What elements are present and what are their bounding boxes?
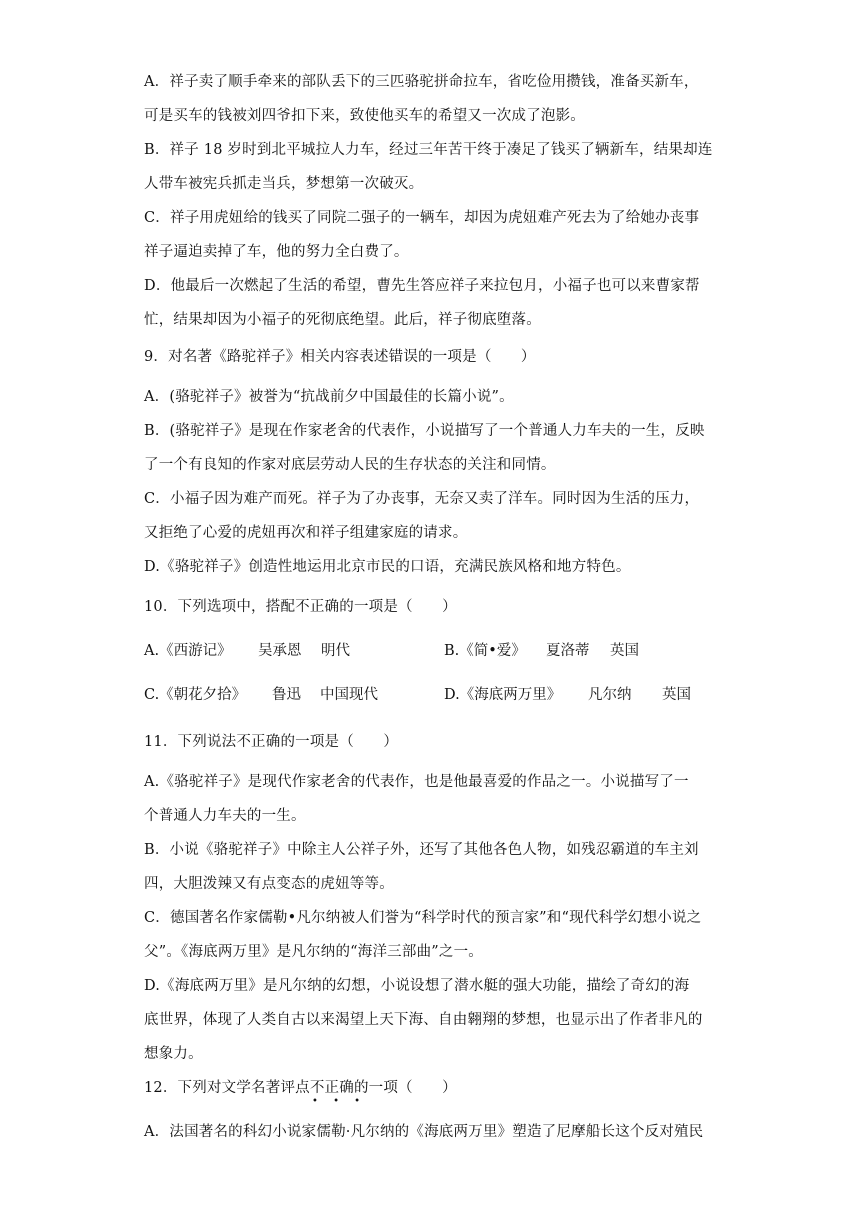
q10-c-era: 中国现代 bbox=[320, 687, 378, 703]
q12-option-a-line1: A．法国著名的科幻小说家儒勒·凡尔纳的《海底两万里》塑造了尼摩船长这个反对殖民 bbox=[144, 1124, 704, 1140]
q8-option-a-line2: 可是买车的钱被刘四爷扣下来，致使他买车的希望又一次成了泡影。 bbox=[144, 108, 585, 124]
q8-option-a-line1: A．祥子卖了顺手牵来的部队丢下的三匹骆驼拼命拉车，省吃俭用攒钱，准备买新车， bbox=[144, 74, 699, 90]
q8-option-b-line1: B．祥子 18 岁时到北平城拉人力车，经过三年苦干终于凑足了钱买了辆新车，结果却连 bbox=[144, 142, 713, 158]
q11-option-d-line3: 想象力。 bbox=[144, 1046, 203, 1062]
q10-a-era: 明代 bbox=[321, 643, 350, 659]
q10-c-title: C.《朝花夕拾》 bbox=[144, 687, 247, 703]
q11-option-d-line2: 底世界，体现了人类自古以来渴望上天下海、自由翱翔的梦想，也显示出了作者非凡的 bbox=[144, 1012, 703, 1028]
q9-option-b-line1: B．(骆驼祥子》是现在作家老舍的代表作，小说描写了一个普通人力车夫的一生，反映 bbox=[144, 423, 705, 439]
q10-d-title: D.《海底两万里》 bbox=[444, 687, 562, 703]
q11-option-a-line1: A.《骆驼祥子》是现代作家老舍的代表作，也是他最喜爱的作品之一。小说描写了一 bbox=[144, 774, 689, 790]
q10-c-author: 鲁迅 bbox=[272, 687, 301, 703]
q9-option-d: D.《骆驼祥子》创造性地运用北京市民的口语，充满民族风格和地方特色。 bbox=[144, 559, 631, 575]
q9-option-c-line2: 又拒绝了心爱的虎妞再次和祥子组建家庭的请求。 bbox=[144, 525, 468, 541]
q10-b-country: 英国 bbox=[610, 643, 639, 659]
q11-option-b-line2: 四，大胆泼辣又有点变态的虎妞等等。 bbox=[144, 876, 394, 892]
q8-option-b-line2: 人带车被宪兵抓走当兵，梦想第一次破灭。 bbox=[144, 176, 424, 192]
q8-option-c-line1: C．祥子用虎妞给的钱买了同院二强子的一辆车，却因为虎妞难产死去为了给她办丧事 bbox=[144, 210, 700, 226]
q9-option-a: A．(骆驼祥子》被誉为“抗战前夕中国最佳的长篇小说”。 bbox=[144, 389, 514, 405]
q11-option-d-line1: D.《海底两万里》是凡尔纳的幻想，小说设想了潜水艇的强大功能，描绘了奇幻的海 bbox=[144, 978, 690, 994]
q11-option-c-line2: 父”。《海底两万里》是凡尔纳的“海洋三部曲”之一。 bbox=[144, 944, 483, 960]
q10-stem: 10．下列选项中，搭配不正确的一项是（ ） bbox=[144, 599, 457, 615]
q8-option-d-line1: D．他最后一次燃起了生活的希望，曹先生答应祥子来拉包月，小福子也可以来曹家帮 bbox=[144, 278, 700, 294]
q9-stem: 9．对名著《路驼祥子》相关内容表述错误的一项是（ ） bbox=[144, 349, 536, 365]
q10-d-author: 凡尔纳 bbox=[588, 687, 632, 703]
q11-stem: 11．下列说法不正确的一项是（ ） bbox=[144, 734, 399, 750]
q10-b-author: 夏洛蒂 bbox=[546, 643, 590, 659]
q11-option-a-line2: 个普通人力车夫的一生。 bbox=[144, 808, 306, 824]
q8-option-c-line2: 祥子逼迫卖掉了车，他的努力全白费了。 bbox=[144, 244, 409, 260]
q9-option-b-line2: 了一个有良知的作家对底层劳动人民的生存状态的关注和同情。 bbox=[144, 457, 556, 473]
q11-option-b-line1: B．小说《骆驼祥子》中除主人公祥子外，还写了其他各色人物，如残忍霸道的车主刘 bbox=[144, 842, 699, 858]
q10-a-author: 吴承恩 bbox=[258, 643, 302, 659]
emphasis-dots: • • • bbox=[312, 1096, 367, 1107]
q10-a-title: A.《西游记》 bbox=[144, 643, 232, 659]
q12-stem: 12．下列对文学名著评点不正确的一项（ ） bbox=[144, 1080, 457, 1096]
q8-option-d-line2: 忙，结果却因为小福子的死彻底绝望。此后，祥子彻底堕落。 bbox=[144, 312, 541, 328]
q10-b-title: B.《简•爱》 bbox=[444, 643, 526, 659]
q11-option-c-line1: C．德国著名作家儒勒•凡尔纳被人们誉为“科学时代的预言家”和“现代科学幻想小说之 bbox=[144, 910, 702, 926]
q9-option-c-line1: C．小福子因为难产而死。祥子为了办丧事，无奈又卖了洋车。同时因为生活的压力， bbox=[144, 491, 700, 507]
q10-d-country: 英国 bbox=[662, 687, 691, 703]
